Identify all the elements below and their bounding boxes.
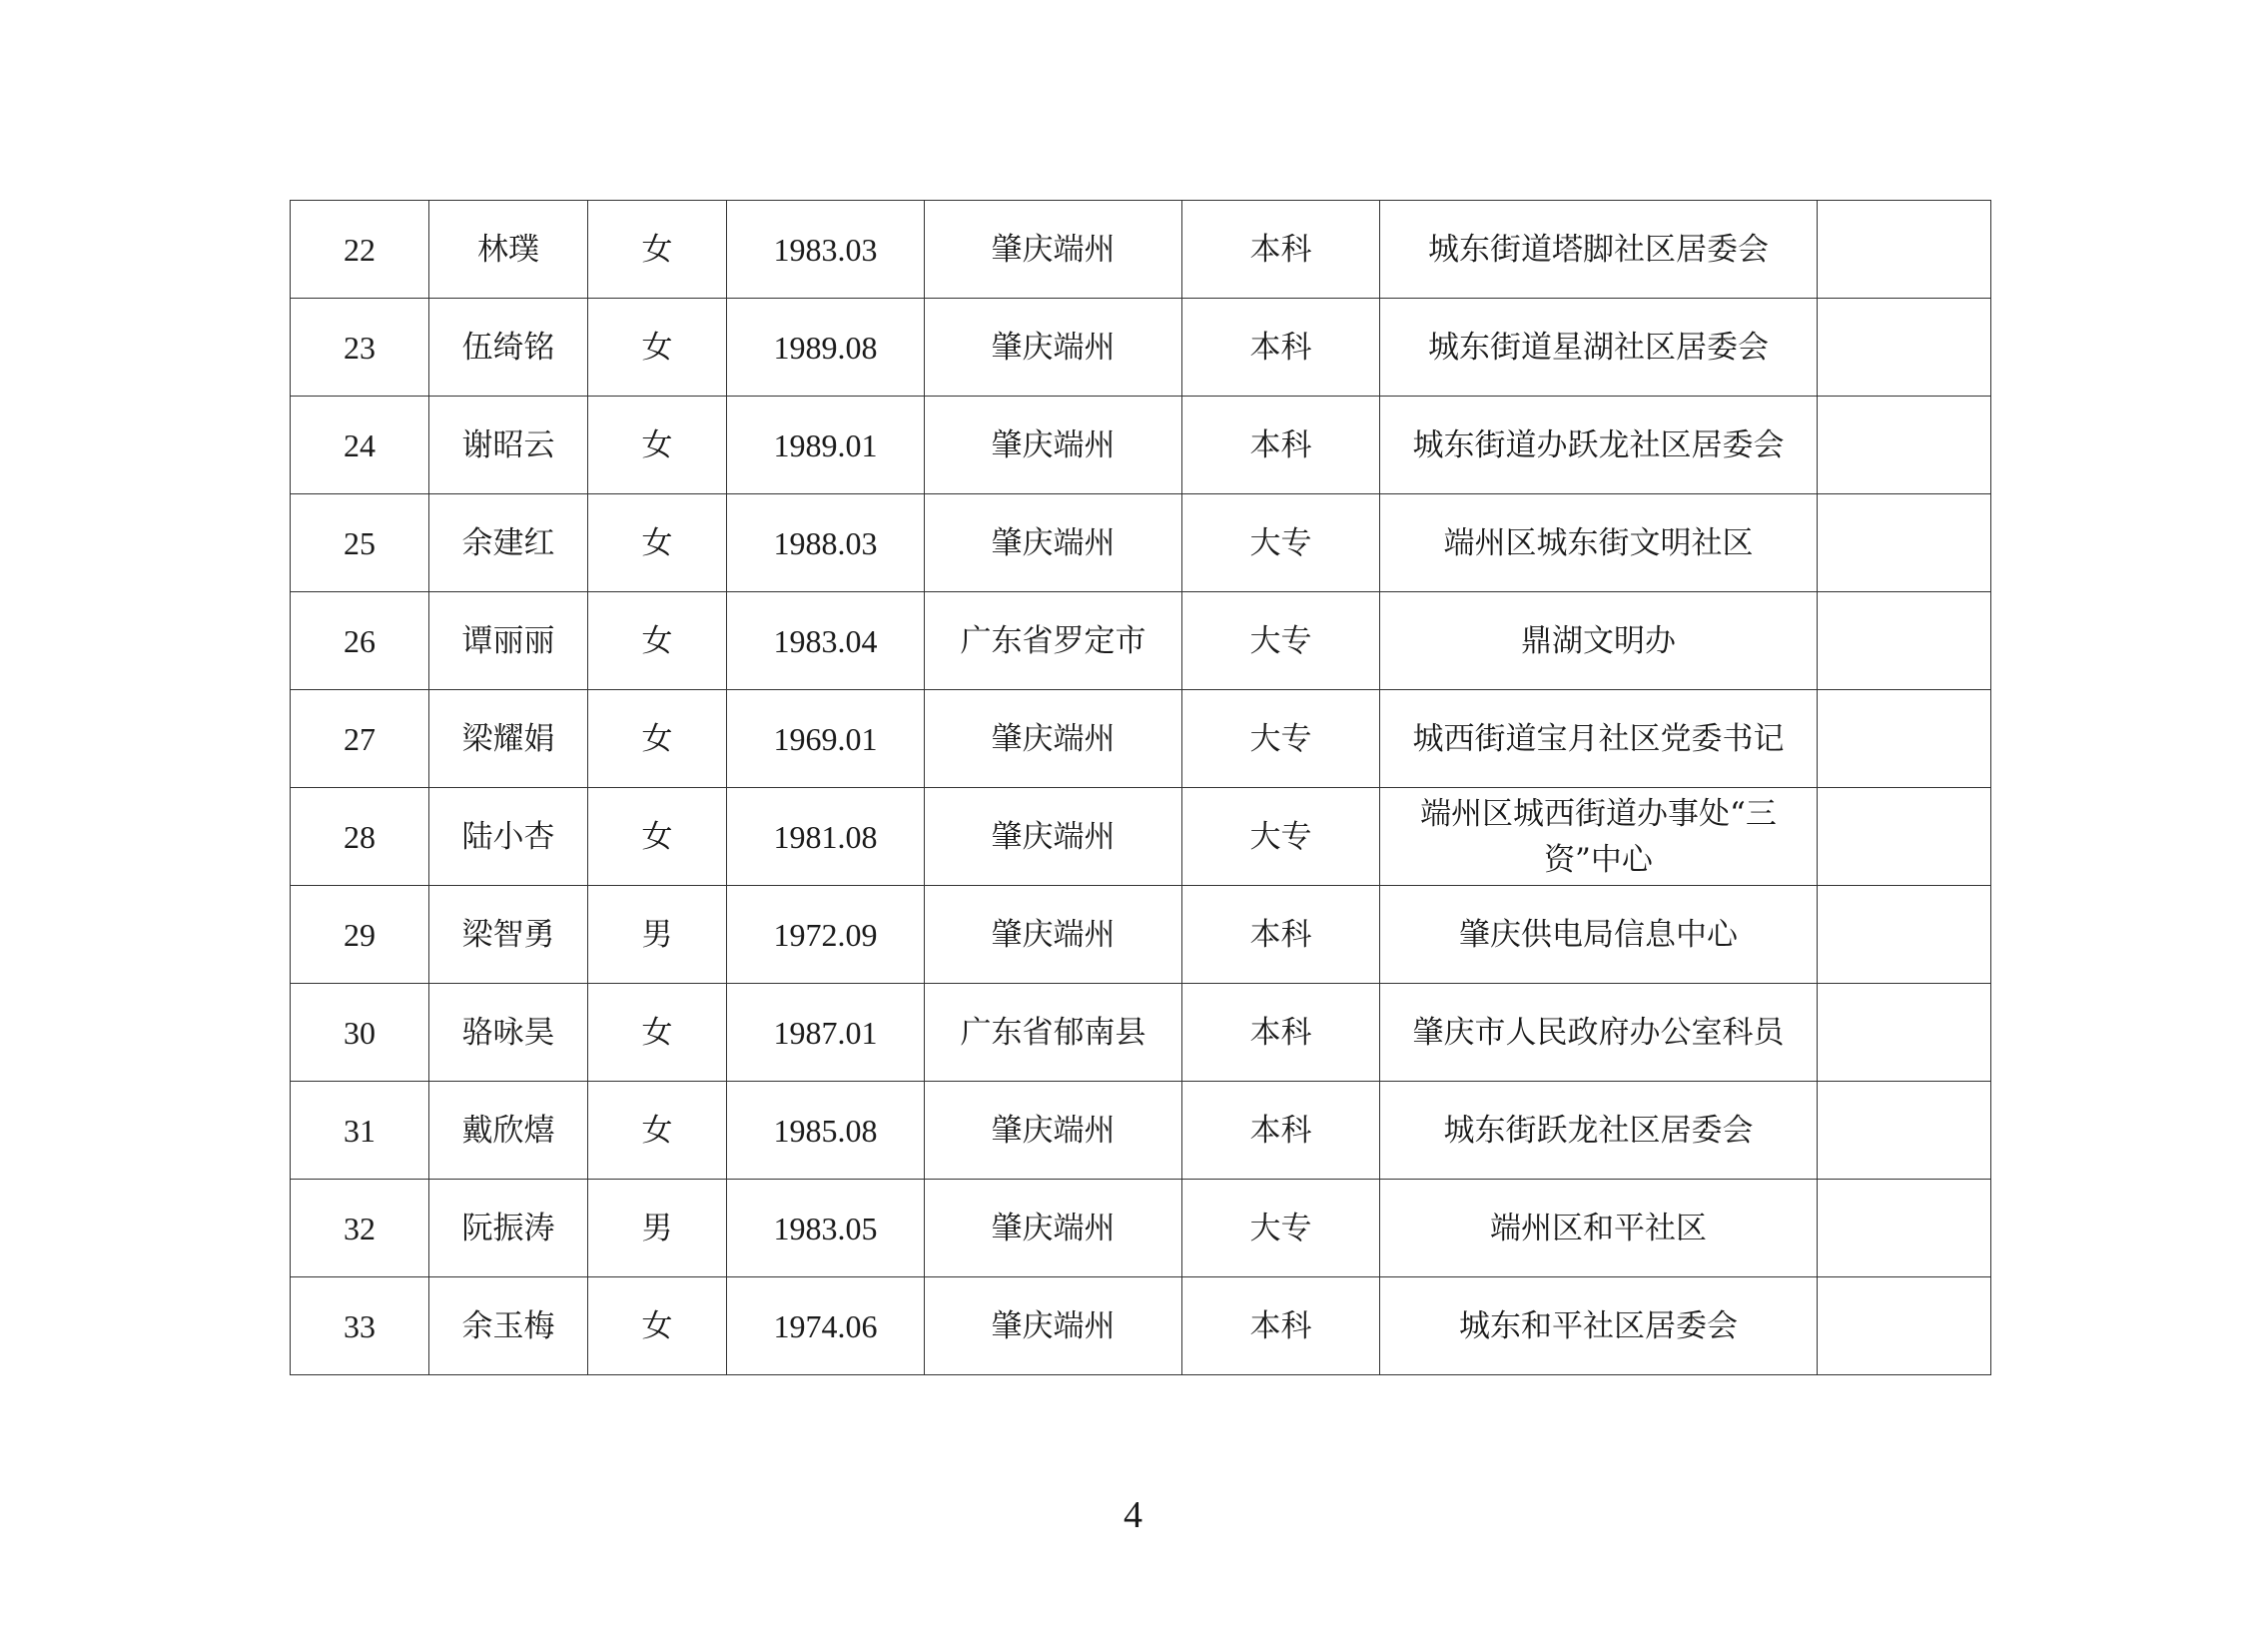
cell-education: 本科 [1182, 397, 1380, 494]
cell-unit: 城东和平社区居委会 [1380, 1277, 1818, 1375]
cell-birth: 1985.08 [727, 1082, 925, 1180]
cell-origin: 肇庆端州 [925, 1277, 1182, 1375]
cell-gender: 男 [588, 886, 727, 984]
cell-unit: 端州区和平社区 [1380, 1180, 1818, 1277]
cell-name: 林璞 [429, 201, 588, 299]
table-row [291, 1082, 1991, 1180]
table-row [291, 1180, 1991, 1277]
cell-origin: 肇庆端州 [925, 690, 1182, 788]
cell-gender: 女 [588, 984, 727, 1082]
cell-no: 33 [291, 1277, 429, 1375]
cell-name: 谭丽丽 [429, 592, 588, 690]
cell-name: 谢昭云 [429, 397, 588, 494]
cell-education: 本科 [1182, 1082, 1380, 1180]
cell-origin: 肇庆端州 [925, 397, 1182, 494]
cell-birth: 1972.09 [727, 886, 925, 984]
cell-education: 大专 [1182, 592, 1380, 690]
cell-name: 梁耀娟 [429, 690, 588, 788]
cell-unit: 肇庆供电局信息中心 [1380, 886, 1818, 984]
cell-gender: 女 [588, 788, 727, 886]
cell-gender: 女 [588, 592, 727, 690]
cell-birth: 1983.03 [727, 201, 925, 299]
cell-birth: 1987.01 [727, 984, 925, 1082]
cell-education: 大专 [1182, 494, 1380, 592]
cell-unit: 鼎湖文明办 [1380, 592, 1818, 690]
cell-gender: 女 [588, 397, 727, 494]
cell-unit: 端州区城西街道办事处“三资”中心 [1380, 788, 1818, 886]
cell-unit: 城东街道星湖社区居委会 [1380, 299, 1818, 397]
roster-table-body [291, 201, 1991, 1375]
table-row [291, 201, 1991, 299]
cell-gender: 男 [588, 1180, 727, 1277]
cell-no: 32 [291, 1180, 429, 1277]
cell-note [1818, 984, 1991, 1082]
cell-note [1818, 397, 1991, 494]
cell-education: 本科 [1182, 1277, 1380, 1375]
cell-birth: 1983.04 [727, 592, 925, 690]
cell-no: 26 [291, 592, 429, 690]
cell-note [1818, 1082, 1991, 1180]
cell-name: 余建红 [429, 494, 588, 592]
cell-gender: 女 [588, 1277, 727, 1375]
cell-note [1818, 1180, 1991, 1277]
cell-origin: 广东省罗定市 [925, 592, 1182, 690]
cell-gender: 女 [588, 494, 727, 592]
table-row [291, 592, 1991, 690]
table-row [291, 984, 1991, 1082]
cell-origin: 肇庆端州 [925, 1082, 1182, 1180]
cell-note [1818, 690, 1991, 788]
page-number: 4 [1124, 1494, 1142, 1536]
cell-name: 余玉梅 [429, 1277, 588, 1375]
table-row [291, 788, 1991, 886]
cell-unit: 城东街道塔脚社区居委会 [1380, 201, 1818, 299]
cell-birth: 1989.08 [727, 299, 925, 397]
cell-name: 骆咏昊 [429, 984, 588, 1082]
cell-gender: 女 [588, 299, 727, 397]
cell-name: 阮振涛 [429, 1180, 588, 1277]
table-row [291, 494, 1991, 592]
cell-origin: 广东省郁南县 [925, 984, 1182, 1082]
cell-education: 大专 [1182, 788, 1380, 886]
cell-gender: 女 [588, 1082, 727, 1180]
cell-note [1818, 494, 1991, 592]
table-row [291, 397, 1991, 494]
table-row [291, 299, 1991, 397]
cell-origin: 肇庆端州 [925, 886, 1182, 984]
cell-unit: 城东街道办跃龙社区居委会 [1380, 397, 1818, 494]
cell-no: 31 [291, 1082, 429, 1180]
cell-note [1818, 592, 1991, 690]
cell-birth: 1988.03 [727, 494, 925, 592]
table-row [291, 1277, 1991, 1375]
cell-birth: 1974.06 [727, 1277, 925, 1375]
cell-birth: 1983.05 [727, 1180, 925, 1277]
cell-no: 29 [291, 886, 429, 984]
cell-unit: 城西街道宝月社区党委书记 [1380, 690, 1818, 788]
cell-note [1818, 1277, 1991, 1375]
cell-gender: 女 [588, 690, 727, 788]
roster-table [290, 200, 1991, 1375]
cell-name: 伍绮铭 [429, 299, 588, 397]
cell-education: 本科 [1182, 886, 1380, 984]
cell-note [1818, 201, 1991, 299]
cell-unit: 端州区城东街文明社区 [1380, 494, 1818, 592]
cell-no: 25 [291, 494, 429, 592]
cell-origin: 肇庆端州 [925, 1180, 1182, 1277]
cell-origin: 肇庆端州 [925, 788, 1182, 886]
cell-education: 本科 [1182, 201, 1380, 299]
cell-note [1818, 788, 1991, 886]
cell-origin: 肇庆端州 [925, 201, 1182, 299]
cell-education: 本科 [1182, 299, 1380, 397]
cell-education: 本科 [1182, 984, 1380, 1082]
cell-origin: 肇庆端州 [925, 299, 1182, 397]
cell-origin: 肇庆端州 [925, 494, 1182, 592]
cell-no: 27 [291, 690, 429, 788]
table-row [291, 690, 1991, 788]
cell-no: 30 [291, 984, 429, 1082]
cell-birth: 1981.08 [727, 788, 925, 886]
cell-no: 24 [291, 397, 429, 494]
cell-no: 23 [291, 299, 429, 397]
cell-no: 28 [291, 788, 429, 886]
cell-education: 大专 [1182, 690, 1380, 788]
cell-name: 戴欣熺 [429, 1082, 588, 1180]
cell-birth: 1989.01 [727, 397, 925, 494]
cell-unit: 城东街跃龙社区居委会 [1380, 1082, 1818, 1180]
cell-gender: 女 [588, 201, 727, 299]
cell-name: 陆小杏 [429, 788, 588, 886]
cell-education: 大专 [1182, 1180, 1380, 1277]
cell-unit: 肇庆市人民政府办公室科员 [1380, 984, 1818, 1082]
cell-note [1818, 886, 1991, 984]
cell-birth: 1969.01 [727, 690, 925, 788]
cell-note [1818, 299, 1991, 397]
table-row [291, 886, 1991, 984]
cell-no: 22 [291, 201, 429, 299]
cell-name: 梁智勇 [429, 886, 588, 984]
